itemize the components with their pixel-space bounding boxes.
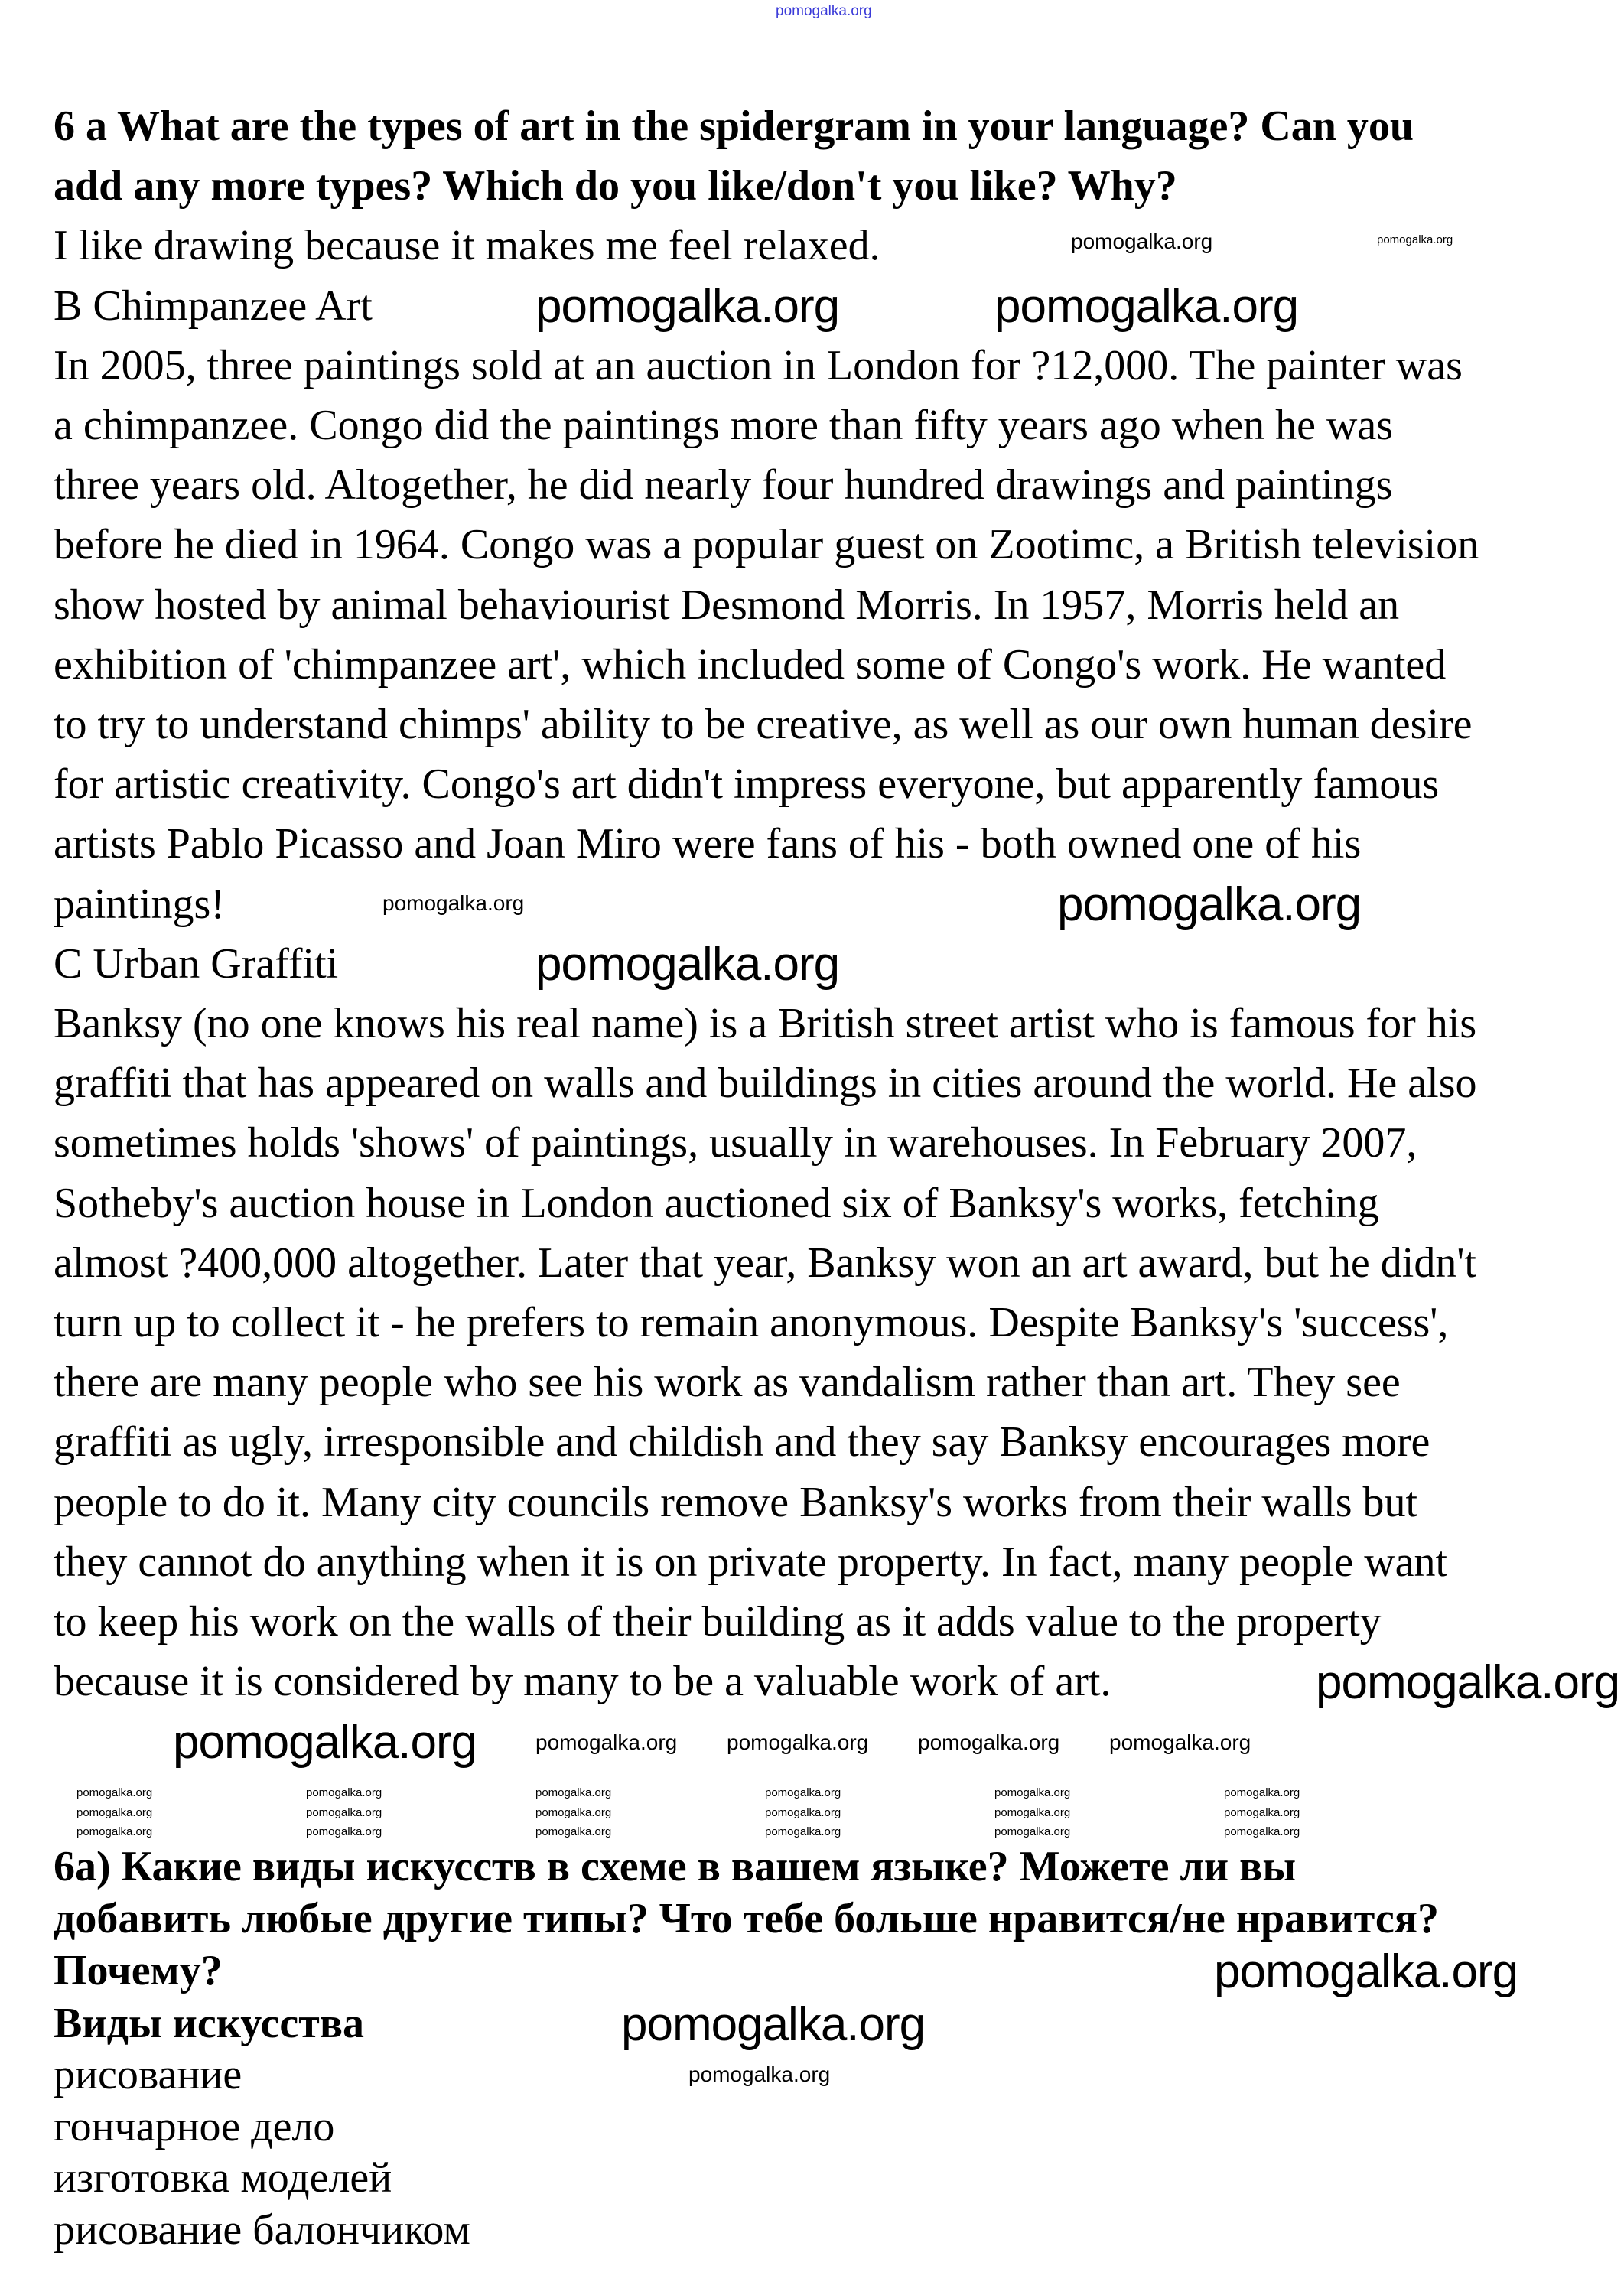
watermark: pomogalka.org <box>76 1825 153 1838</box>
art-type-item: рисование балончиком <box>54 2206 470 2254</box>
watermark: pomogalka.org <box>535 280 840 333</box>
exercise-heading-line: 6 a What are the types of art in the spidergram in your language? Can you <box>54 103 1414 150</box>
body-text-line: turn up to collect it - he prefers to remain anonymous. Despite Banksy's 'success', <box>54 1299 1449 1346</box>
watermark: pomogalka.org <box>765 1825 841 1838</box>
header-watermark: pomogalka.org <box>776 3 872 19</box>
watermark: pomogalka.org <box>1224 1825 1300 1838</box>
body-text-line: for artistic creativity. Congo's art didn't impress everyone, but apparently famous <box>54 760 1440 809</box>
body-text-line: I like drawing because it makes me feel relaxed. <box>54 222 880 270</box>
watermark: pomogalka.org <box>1224 1786 1300 1799</box>
watermark: pomogalka.org <box>1224 1806 1300 1819</box>
body-text-line: a chimpanzee. Congo did the paintings more than fifty years ago when he was <box>54 402 1394 449</box>
exercise-heading-line: add any more types? Which do you like/don't you like? Why? <box>54 162 1177 210</box>
watermark: pomogalka.org <box>994 280 1299 333</box>
body-text-line: almost ?400,000 altogether. Later that year, Banksy won an art award, but he didn't <box>54 1239 1476 1287</box>
watermark: pomogalka.org <box>76 1786 153 1799</box>
watermark: pomogalka.org <box>994 1806 1071 1819</box>
watermark: pomogalka.org <box>306 1825 382 1838</box>
watermark: pomogalka.org <box>688 2062 831 2086</box>
watermark: pomogalka.org <box>535 938 840 991</box>
watermark: pomogalka.org <box>535 1806 612 1819</box>
watermark: pomogalka.org <box>535 1825 612 1838</box>
body-text-line: before he died in 1964. Congo was a popular guest on Zootimc, a British television <box>54 521 1479 569</box>
watermark: pomogalka.org <box>76 1806 153 1819</box>
body-text-line: to keep his work on the walls of their building as it adds value to the property <box>54 1598 1382 1646</box>
watermark: pomogalka.org <box>765 1786 841 1799</box>
body-text-line: show hosted by animal behaviourist Desmond Morris. In 1957, Morris held an <box>54 581 1400 629</box>
art-type-item: гончарное дело <box>54 2103 335 2150</box>
body-text-line: there are many people who see his work as vandalism rather than art. They see <box>54 1359 1401 1407</box>
watermark: pomogalka.org <box>306 1786 382 1799</box>
watermark: pomogalka.org <box>621 1998 926 2051</box>
watermark: pomogalka.org <box>173 1716 477 1769</box>
watermark: pomogalka.org <box>1071 230 1213 253</box>
translation-heading-line: 6а) Какие виды искусств в схеме в вашем языке? Можете ли вы <box>54 1843 1297 1890</box>
body-text-line: they cannot do anything when it is on private property. In fact, many people want <box>54 1538 1448 1586</box>
body-text-line: Sotheby's auction house in London auctioned six of Banksy's works, fetching <box>54 1179 1379 1227</box>
watermark: pomogalka.org <box>727 1730 869 1754</box>
art-types-title: Виды искусства <box>54 2000 364 2047</box>
watermark: pomogalka.org <box>765 1806 841 1819</box>
body-text-line: because it is considered by many to be a valuable work of art. <box>54 1658 1111 1706</box>
translation-heading-line: добавить любые другие типы? Что тебе больше нравится/не нравится? <box>54 1895 1440 1942</box>
watermark: pomogalka.org <box>1377 233 1453 246</box>
watermark: pomogalka.org <box>1109 1730 1251 1754</box>
art-type-item: изготовка моделей <box>54 2154 392 2202</box>
body-text-line: In 2005, three paintings sold at an auction in London for ?12,000. The painter was <box>54 341 1463 389</box>
art-type-item: рисование <box>54 2051 242 2098</box>
body-text-line: three years old. Altogether, he did nearly four hundred drawings and paintings <box>54 461 1393 509</box>
body-text-line: artists Pablo Picasso and Joan Miro were fans of his - both owned one of his <box>54 820 1362 868</box>
body-text-line: graffiti as ugly, irresponsible and childish and they say Banksy encourages more <box>54 1418 1430 1467</box>
watermark: pomogalka.org <box>382 891 525 915</box>
watermark: pomogalka.org <box>1057 878 1362 931</box>
body-text-line: paintings! <box>54 880 225 928</box>
body-text-line: exhibition of 'chimpanzee art', which included some of Congo's work. He wanted <box>54 640 1447 689</box>
body-text-line: people to do it. Many city councils remove Banksy's works from their walls but <box>54 1478 1418 1526</box>
body-text-line: graffiti that has appeared on walls and buildings in cities around the world. He also <box>54 1060 1477 1108</box>
section-title: C Urban Graffiti <box>54 939 339 988</box>
section-title: B Chimpanzee Art <box>54 282 373 330</box>
body-text-line: sometimes holds 'shows' of paintings, usually in warehouses. In February 2007, <box>54 1119 1417 1167</box>
watermark: pomogalka.org <box>1214 1945 1518 1998</box>
watermark: pomogalka.org <box>994 1786 1071 1799</box>
watermark: pomogalka.org <box>918 1730 1060 1754</box>
watermark: pomogalka.org <box>535 1730 678 1754</box>
watermark: pomogalka.org <box>306 1806 382 1819</box>
body-text-line: Banksy (no one knows his real name) is a British street artist who is famous for his <box>54 1000 1477 1047</box>
watermark: pomogalka.org <box>1316 1656 1620 1709</box>
watermark: pomogalka.org <box>994 1825 1071 1838</box>
body-text-line: to try to understand chimps' ability to be creative, as well as our own human desire <box>54 701 1473 748</box>
watermark: pomogalka.org <box>535 1786 612 1799</box>
translation-heading-line: Почему? <box>54 1947 223 1994</box>
